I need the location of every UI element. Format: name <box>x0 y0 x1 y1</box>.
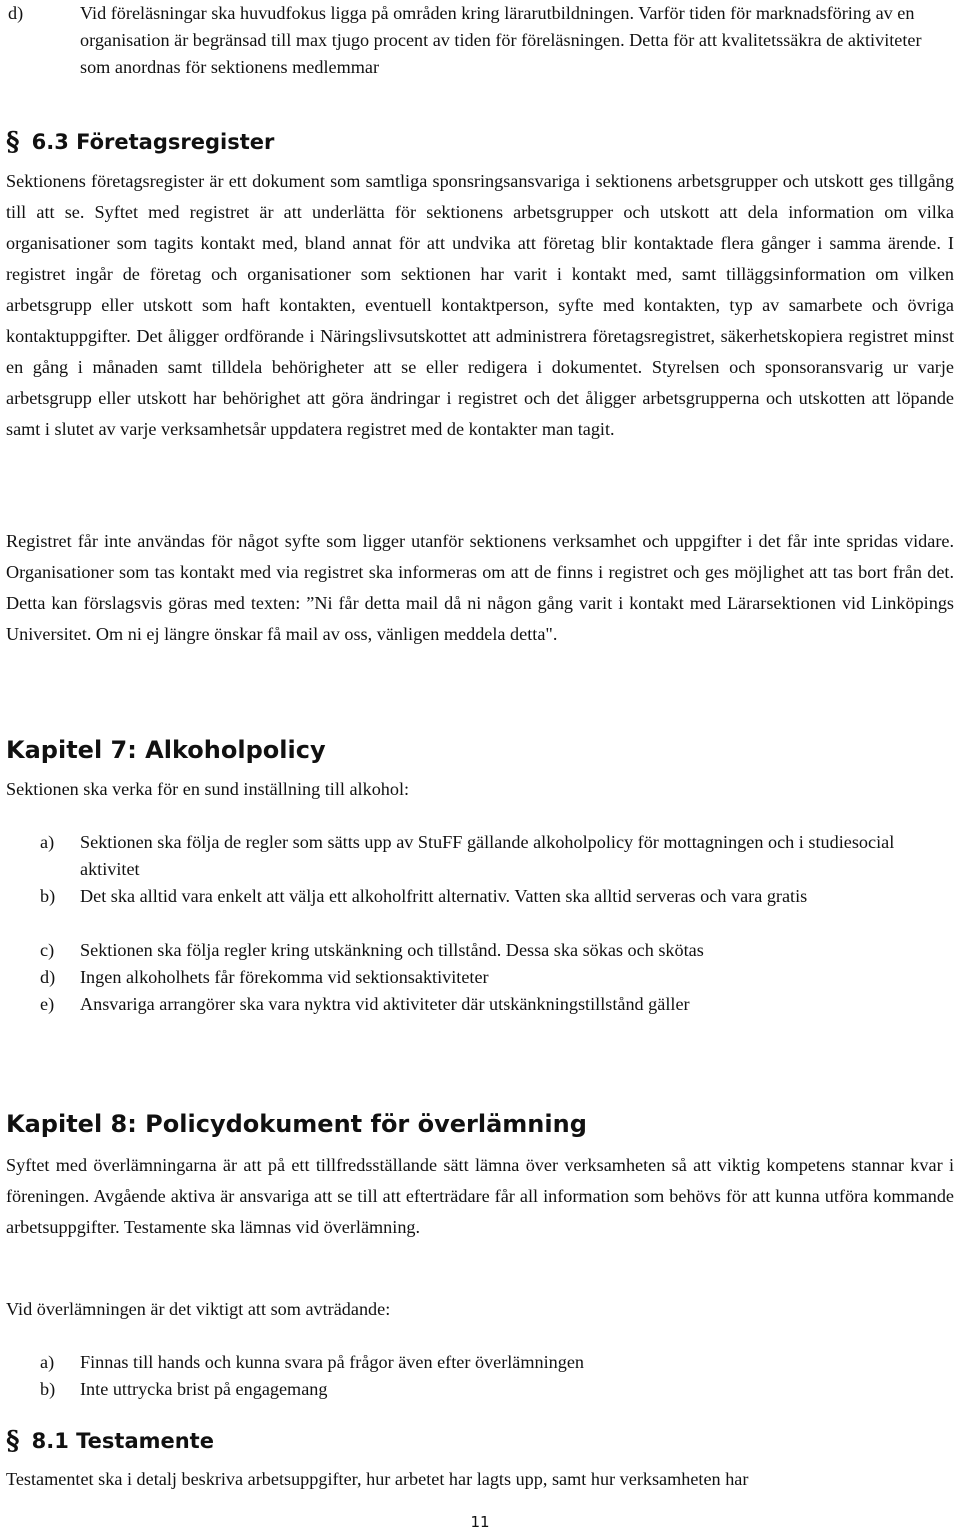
list-item <box>6 991 956 1018</box>
list-item <box>6 829 956 883</box>
paragraph: Sektionens företagsregister är ett dokument som samtliga sponsringsansvariga i sektionens arbetsgrupper och utskott ges tillgång till att se. Syftet med registret är att underlätta för sektionens arbetsgrupper och utskott att dela information om vilka organisationer som tagits kontakt med, bland annat för att undvika att företag blir kontaktade flera gånger i samma ärende. I registret ingår de företag och organisationer som sektionen har varit i kontakt med, samt tilläggsinformation om vilken arbetsgrupp eller utskott som haft kontakten, eventuell kontaktperson, syfte med kontakten, typ av samarbete och övriga kontaktuppgifter. Det åligger ordförande i Näringslivsutskottet att administrera företagsregistret, säkerhetskopiera registret minst en gång i månaden samt tilldela behörigheter att se eller redigera i dokumentet. Styrelsen och sponsoransvarig ur varje arbetsgrupp eller utskott har behörighet att göra ändringar i registret och det åligger arbetsgrupperna och utskotten att löpande samt i slutet av varje verksamhetsår uppdatera registret med de kontakter man tagit. <box>6 171 954 439</box>
section-heading-6-3 <box>6 126 274 158</box>
list-item-label: e) <box>40 994 55 1014</box>
page-number: 11 <box>470 1513 490 1531</box>
paragraph: Sektionen ska verka för en sund inställning till alkohol: <box>6 779 410 799</box>
paragraph: Registret får inte användas för något syfte som ligger utanför sektionens verksamhet och uppgifter i det får inte spridas vidare. Organisationer som tas kontakt med via registret ska informeras om att de finns i registret och ges möjlighet att tas bort från det. Detta kan förslagsvis göras med texten: ”Ni får detta mail då ni någon gång varit i kontakt med Lärarsektionen vid Linköpings Universitet. Om ni ej längre önskar få mail av oss, vänligen meddela detta". <box>6 531 954 644</box>
chapter-heading-7: Kapitel 7: Alkoholpolicy <box>6 736 326 764</box>
list-item-label: d) <box>8 3 24 23</box>
list-item-text: Ingen alkoholhets får förekomma vid sektionsaktiviteter <box>80 967 489 987</box>
list-item <box>6 1376 956 1403</box>
list-item-text: Inte uttrycka brist på engagemang <box>80 1379 328 1399</box>
list-item-label: d) <box>40 967 56 987</box>
list-item-text: Det ska alltid vara enkelt att välja ett alkoholfritt alternativ. Vatten ska alltid serveras och vara gratis <box>80 886 808 906</box>
section-heading-8-1 <box>6 1425 214 1457</box>
paragraph: Testamentet ska i detalj beskriva arbetsuppgifter, hur arbetet har lagts upp, samt hur verksamheten har <box>6 1469 749 1489</box>
paragraph: Syftet med överlämningarna är att på ett tillfredsställande sätt lämna över verksamheten så att viktig kompetens stannar kvar i föreningen. Avgående aktiva är ansvariga att se till att efterträdare får all information som behövs för att kunna utföra kommande arbetsuppgifter. Testamente ska lämnas vid överlämning. <box>6 1155 954 1237</box>
list-item <box>6 937 956 964</box>
list-item-label: b) <box>40 886 56 906</box>
section-symbol: § <box>6 127 20 157</box>
list-item-label: a) <box>40 832 55 852</box>
list-item-text: Ansvariga arrangörer ska vara nyktra vid aktiviteter där utskänkningstillstånd gäller <box>80 994 690 1014</box>
section-title: 8.1 Testamente <box>31 1429 214 1453</box>
section-title: 6.3 Företagsregister <box>31 130 275 154</box>
list-item-text: Finnas till hands och kunna svara på frågor även efter överlämningen <box>80 1352 585 1372</box>
list-item <box>6 1349 956 1376</box>
list-item <box>6 964 956 991</box>
paragraph: Vid överlämningen är det viktigt att som avträdande: <box>6 1299 391 1319</box>
chapter-heading-8: Kapitel 8: Policydokument för överlämning <box>6 1110 587 1138</box>
section-symbol: § <box>6 1426 20 1456</box>
list-item-label: a) <box>40 1352 55 1372</box>
list-item-text: Sektionen ska följa regler kring utskänkning och tillstånd. Dessa ska sökas och skötas <box>80 940 704 960</box>
list-item-text: Vid föreläsningar ska huvudfokus ligga på områden kring lärarutbildningen. Varför tiden för marknadsföring av en organisation är begränsad till max tjugo procent av tiden för föreläsningen. Detta för att kvalitetssäkra de aktiviteter som anordnas för sektionens medlemmar <box>80 3 922 77</box>
list-item <box>6 0 956 81</box>
list-item-label: b) <box>40 1379 56 1399</box>
list-item-label: c) <box>40 940 55 960</box>
list-item <box>6 883 956 910</box>
list-item-text: Sektionen ska följa de regler som sätts upp av StuFF gällande alkoholpolicy för mottagningen och i studiesocial aktivitet <box>80 832 895 879</box>
